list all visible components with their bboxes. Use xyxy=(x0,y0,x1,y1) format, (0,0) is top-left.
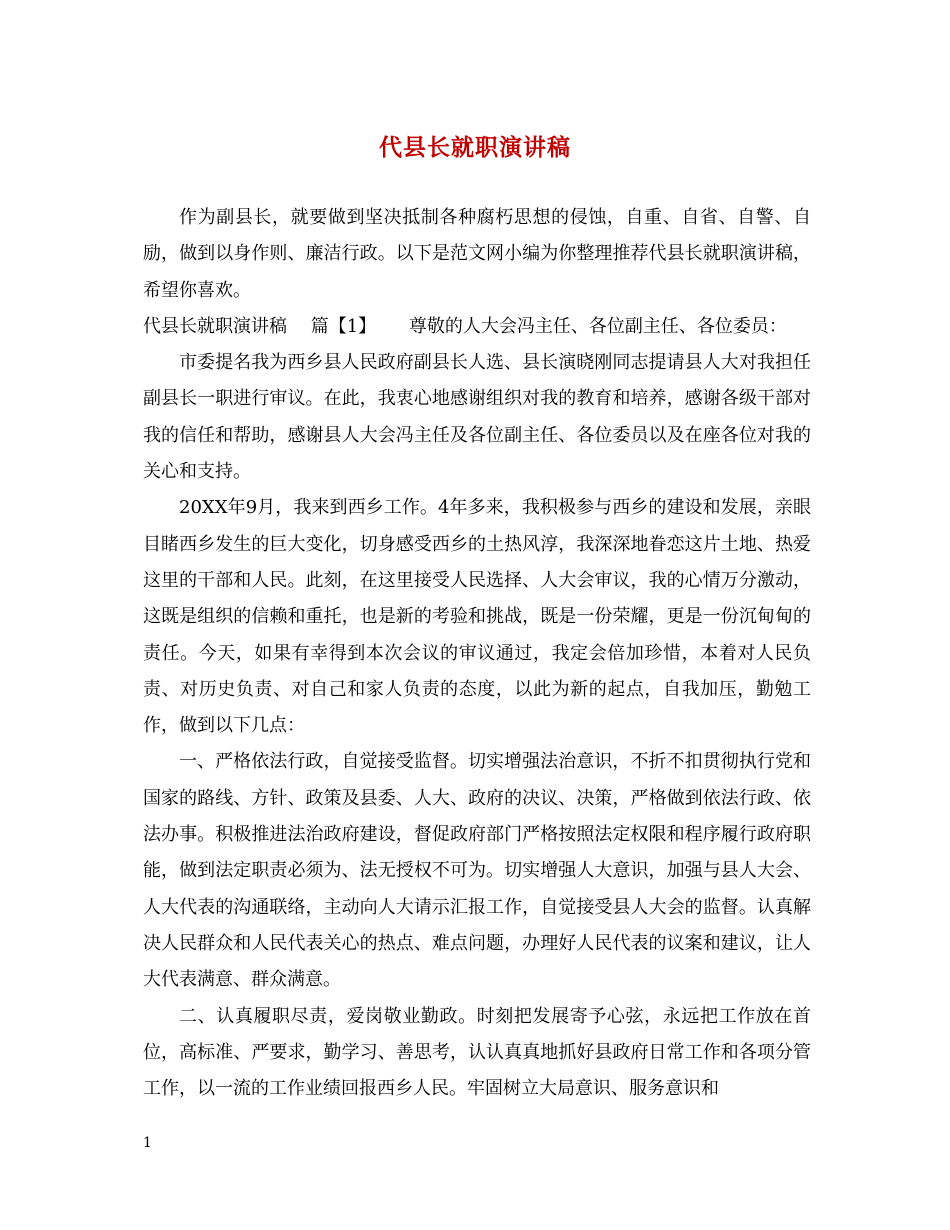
paragraph: 一、严格依法行政，自觉接受监督。切实增强法治意识，不折不扣贯彻执行党和国家的路线、方针、政策及县委、人大、政府的决议、决策，严格做到依法行政、依法办事。积极推进法治政府建设，督促政府部门严格按照法定权限和程序履行政府职能，做到法定职责必须为、法无授权不可为。切实增强人大意识，加强与县人大会、人大代表的沟通联络，主动向人大请示汇报工作，自觉接受县人大会的监督。认真解决人民群众和人民代表关心的热点、难点问题，办理好人民代表的议案和建议，让人大代表满意、群众满意。 xyxy=(143,751,811,991)
document-title: 代县长就职演讲稿 xyxy=(379,134,571,161)
document-body xyxy=(143,200,811,1107)
paragraph: 20XX年9月，我来到西乡工作。4年多来，我积极参与西乡的建设和发展，亲眼目睹西乡发生的巨大变化，切身感受西乡的土热风淳，我深深地眷恋这片土地、热爱这里的干部和人民。此刻，在这里接受人民选择、人大会审议，我的心情万分激动，这既是组织的信赖和重托，也是新的考验和挑战，既是一份荣耀，更是一份沉甸甸的责任。今天，如果有幸得到本次会议的审议通过，我定会倍加珍惜，本着对人民负责、对历史负责、对自己和家人负责的态度，以此为新的起点，自我加压，勤勉工作，做到以下几点： xyxy=(143,497,811,737)
intro-paragraph: 作为副县长，就要做到坚决抵制各种腐朽思想的侵蚀，自重、自省、自警、自励，做到以身作则、廉洁行政。以下是范文网小编为你整理推荐代县长就职演讲稿，希望你喜欢。 xyxy=(143,207,811,301)
paragraph: 市委提名我为西乡县人民政府副县长人选、县长演晓刚同志提请县人大对我担任副县长一职进行审议。在此，我衷心地感谢组织对我的教育和培养，感谢各级干部对我的信任和帮助，感谢县人大会冯主任及各位副主任、各位委员以及在座各位对我的关心和支持。 xyxy=(143,352,811,483)
paragraph: 二、认真履职尽责，爱岗敬业勤政。时刻把发展寄予心弦，永远把工作放在首位，高标准、严要求，勤学习、善思考，认认真真地抓好县政府日常工作和各项分管工作，以一流的工作业绩回报西乡人民。牢固树立大局意识、服务意识和 xyxy=(143,1005,811,1100)
page-number: 1 xyxy=(143,1135,152,1151)
section-heading: 代县长就职演讲稿 篇【1】 尊敬的人大会冯主任、各位副主任、各位委员： xyxy=(143,315,787,337)
